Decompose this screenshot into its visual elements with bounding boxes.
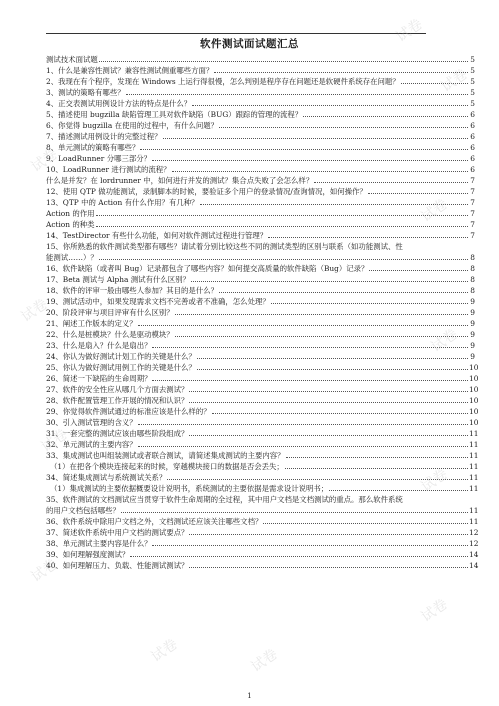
dot-leader <box>212 413 468 414</box>
toc-page-number: 8 <box>470 275 475 284</box>
toc-page-number: 6 <box>470 132 475 141</box>
dot-leader <box>175 314 468 315</box>
toc-entry-title: （1）在把各个模块连接起来的时候，穿越模块接口的数据是否会丢失； <box>50 462 284 471</box>
dot-leader <box>138 325 468 326</box>
toc-page-number: 7 <box>470 187 475 196</box>
toc-page-number: 9 <box>470 308 475 317</box>
toc-entry[interactable] <box>46 87 475 98</box>
toc-entry[interactable] <box>46 98 475 109</box>
toc-entry-title: 13、QTP 中的 Action 有什么作用？有几种？ <box>46 198 199 207</box>
toc-page-number: 8 <box>470 286 475 295</box>
toc-entry-title: 31、一套完整的测试应该由哪些阶段组成？ <box>46 429 189 438</box>
dot-leader <box>263 523 468 524</box>
toc-entry-title: 什么是并发？在 lordrunner 中，如何进行并发的测试？集合点失败了会怎么样？ <box>46 176 314 185</box>
toc-entry-title: 7、描述测试用例设计的完整过程？ <box>46 132 162 141</box>
toc-entry-title: 29、你觉得软件测试通过的标准应该是什么样的？ <box>46 407 211 416</box>
header-rule <box>46 33 426 34</box>
toc-page-number: 14 <box>469 561 479 570</box>
toc-page-number: 7 <box>470 209 475 218</box>
toc-page-number: 11 <box>469 484 479 493</box>
toc-entry-title: 27、软件的安全性应从哪几个方面去测试？ <box>46 385 189 394</box>
toc-page-number: 11 <box>469 517 479 526</box>
toc-page-number: 6 <box>470 165 475 174</box>
dot-leader <box>271 303 468 304</box>
dot-leader <box>189 391 468 392</box>
toc-entry-title: 9、LoadRunner 分哪三部分？ <box>46 154 152 163</box>
toc-entry[interactable] <box>46 230 475 241</box>
toc-page-number: 7 <box>470 176 475 185</box>
toc-entry[interactable] <box>46 549 479 560</box>
toc-page-number: 11 <box>469 462 479 471</box>
toc-entry[interactable] <box>46 164 475 175</box>
toc-page-number: 8 <box>470 264 475 273</box>
toc-page-number: 5 <box>470 77 475 86</box>
toc-page-number: 10 <box>469 363 479 372</box>
toc-page-number: 5 <box>470 88 475 97</box>
toc-entry[interactable] <box>46 109 475 120</box>
dot-leader <box>130 556 468 557</box>
dot-leader <box>200 204 468 205</box>
toc-page-number: 10 <box>469 374 479 383</box>
toc-entry[interactable] <box>46 483 479 494</box>
toc-entry[interactable] <box>46 175 475 186</box>
toc-entry[interactable] <box>46 76 475 87</box>
dot-leader <box>99 61 468 62</box>
toc-entry[interactable] <box>46 186 475 197</box>
toc-entry-title: Action 的作用 <box>46 209 95 218</box>
toc-entry[interactable] <box>46 538 479 549</box>
toc-entry-title: 1、什么是兼容性测试？兼容性测试侧重哪些方面？ <box>46 66 214 75</box>
toc-page-number: 7 <box>470 220 475 229</box>
toc-entry-title: Action 的种类 <box>46 220 95 229</box>
toc-page-number: 11 <box>469 506 479 515</box>
dot-leader <box>197 369 468 370</box>
watermark-text: 试卷 <box>18 296 51 326</box>
toc-entry[interactable] <box>46 197 475 208</box>
dot-leader <box>401 83 468 84</box>
toc-entry[interactable] <box>46 472 479 483</box>
toc-entry[interactable] <box>46 120 475 131</box>
dot-leader <box>152 380 468 381</box>
dot-leader <box>314 182 468 183</box>
toc-page-number: 14 <box>469 550 479 559</box>
toc-entry[interactable] <box>46 329 475 340</box>
toc-entry[interactable] <box>46 417 479 428</box>
toc-entry-title: 32、单元测试的主要内容？ <box>46 440 137 449</box>
toc-page-number: 10 <box>469 385 479 394</box>
dot-leader <box>191 281 468 282</box>
toc-entry-title: 22、什么是桩模块？什么是驱动模块？ <box>46 330 174 339</box>
dot-leader <box>286 457 468 458</box>
toc-page-number: 10 <box>469 396 479 405</box>
toc-entry[interactable] <box>46 340 475 351</box>
toc-entry[interactable] <box>46 516 479 527</box>
page-title: 软件测试面试题汇总 <box>200 38 299 50</box>
toc-entry-title: 16、软件缺陷（或者叫 Bug）记录都包含了哪些内容？如何提交高质量的软件缺陷（Bug）记录？ <box>46 264 369 273</box>
toc-entry[interactable] <box>46 307 475 318</box>
page-number-footer: 1 <box>247 692 252 700</box>
dot-leader <box>172 171 468 172</box>
toc-entry[interactable] <box>46 373 479 384</box>
toc-entry[interactable] <box>46 351 475 362</box>
toc-entry[interactable] <box>46 263 475 274</box>
dot-leader <box>268 237 468 238</box>
dot-leader <box>152 160 468 161</box>
toc-entry-title: 18、软件的评审一般由哪些人参加？其目的是什么？ <box>46 286 219 295</box>
toc-entry-title-continued: 能测试……）？ <box>46 253 98 262</box>
toc-entry[interactable] <box>46 285 475 296</box>
toc-entry-title: 19、测试活动中，如果发现需求文档不完善或者不准确，怎么处理？ <box>46 297 270 306</box>
watermark-text: 试卷 <box>38 426 71 456</box>
toc-entry-title: 26、简述一下缺陷的生命周期？ <box>46 374 152 383</box>
table-of-contents <box>46 54 479 571</box>
toc-entry-title: （1）集成测试的主要依据概要设计说明书，系统测试的主要依据是需求设计说明书； <box>50 484 329 493</box>
toc-page-number: 9 <box>470 297 475 306</box>
dot-leader <box>121 512 468 513</box>
toc-entry-title: 23、什么是扇入？什么是扇出？ <box>46 341 152 350</box>
toc-entry-title: 30、引入测试管理的含义？ <box>46 418 137 427</box>
dot-leader <box>189 435 468 436</box>
dot-leader <box>189 534 468 535</box>
toc-entry[interactable] <box>46 65 475 76</box>
watermark-text: 试卷 <box>418 466 451 496</box>
dot-leader <box>140 149 468 150</box>
dot-leader <box>219 127 468 128</box>
toc-entry-title: 17、Beta 测试与 Alpha 测试有什么区别？ <box>46 275 190 284</box>
toc-entry[interactable] <box>46 461 479 472</box>
dot-leader <box>192 105 468 106</box>
watermark-text: 试卷 <box>28 556 61 586</box>
dot-leader <box>303 116 468 117</box>
dot-leader <box>368 193 468 194</box>
watermark-text: 试卷 <box>418 596 451 626</box>
dot-leader <box>167 479 468 480</box>
watermark-text: 试卷 <box>428 326 461 356</box>
toc-entry-title: 37、简述软件系统中用户文档的测试要点？ <box>46 528 189 537</box>
toc-entry[interactable] <box>46 395 479 406</box>
toc-page-number: 12 <box>469 539 479 548</box>
toc-entry-title: 21、阐述工作版本的定义？ <box>46 319 137 328</box>
dot-leader <box>96 215 468 216</box>
dot-leader <box>369 270 468 271</box>
toc-entry[interactable] <box>46 494 479 516</box>
toc-entry-title: 25、你认为做好测试用例工作的关键是什么？ <box>46 363 196 372</box>
toc-entry[interactable] <box>46 439 479 450</box>
toc-page-number: 9 <box>470 330 475 339</box>
toc-page-number: 6 <box>470 121 475 130</box>
toc-page-number: 11 <box>469 440 479 449</box>
toc-page-number: 5 <box>470 55 475 64</box>
toc-entry-title: 2、我现在有个程序，发现在 Windows 上运行得很慢，怎么判别是程序存在问题还是软硬件系统存在问题？ <box>46 77 400 86</box>
dot-leader <box>329 490 468 491</box>
toc-entry-title: 6、你觉得 bugzilla 在使用的过程中，有什么问题？ <box>46 121 219 130</box>
toc-entry[interactable] <box>46 527 479 538</box>
toc-page-number: 5 <box>470 99 475 108</box>
toc-entry[interactable] <box>46 384 479 395</box>
toc-page-number: 6 <box>470 154 475 163</box>
toc-entry-title: 测试技术面试题 <box>46 55 98 64</box>
toc-entry[interactable] <box>46 450 479 461</box>
toc-page-number: 7 <box>470 231 475 240</box>
toc-entry[interactable] <box>46 274 475 285</box>
watermark-text: 试卷 <box>418 196 451 226</box>
dot-leader <box>214 72 468 73</box>
toc-entry-title: 3、测试的策略有哪些？ <box>46 88 125 97</box>
dot-leader <box>96 226 468 227</box>
toc-page-number: 9 <box>470 319 475 328</box>
toc-page-number: 6 <box>470 110 475 119</box>
toc-entry-title: 5、描述使用 bugzilla 缺陷管理工具对软件缺陷（BUG）跟踪的管理的流程？ <box>46 110 303 119</box>
dot-leader <box>163 138 468 139</box>
watermark-text: 试卷 <box>28 146 61 176</box>
dot-leader <box>285 468 468 469</box>
watermark-text: 试卷 <box>438 66 471 96</box>
dot-leader <box>152 545 468 546</box>
toc-page-number: 7 <box>470 198 475 207</box>
toc-entry[interactable] <box>46 296 475 307</box>
toc-entry-title: 24、你认为做好测试计划工作的关键是什么？ <box>46 352 196 361</box>
toc-entry-title-continued: 的用户文档包括哪些？ <box>46 506 120 515</box>
toc-entry[interactable] <box>46 560 479 571</box>
toc-page-number: 5 <box>470 66 475 75</box>
toc-entry-title: 33、集成测试也叫组装测试或者联合测试，请简述集成测试的主要内容？ <box>46 451 285 460</box>
toc-page-number: 8 <box>470 253 475 262</box>
toc-entry[interactable] <box>46 241 475 263</box>
toc-page-number: 9 <box>470 341 475 350</box>
toc-entry-title: 20、阶段评审与项目评审有什么区别？ <box>46 308 174 317</box>
dot-leader <box>152 347 468 348</box>
toc-entry-title: 39、如何理解强度测试？ <box>46 550 130 559</box>
toc-entry[interactable] <box>46 428 479 439</box>
toc-entry[interactable] <box>46 362 479 373</box>
toc-page-number: 11 <box>469 451 479 460</box>
toc-page-number: 11 <box>469 473 479 482</box>
toc-entry[interactable] <box>46 219 475 230</box>
toc-entry[interactable] <box>46 131 475 142</box>
toc-page-number: 9 <box>470 352 475 361</box>
toc-entry[interactable] <box>46 406 479 417</box>
toc-entry-title: 28、软件配置管理工作开展的情况和认识？ <box>46 396 189 405</box>
watermark-text: 试卷 <box>148 636 181 666</box>
toc-entry[interactable] <box>46 208 475 219</box>
dot-leader <box>99 259 468 260</box>
toc-entry-title: 35、软件测试的文档测试应当贯穿于软件生命周期的全过程，其中用户文档是文档测试的重点。那么软件系统 <box>46 495 403 504</box>
toc-entry[interactable] <box>46 142 475 153</box>
toc-entry-title: 38、单元测试主要内容是什么？ <box>46 539 152 548</box>
toc-entry-title: 40、如何理解压力、负载、性能测试测试？ <box>46 561 189 570</box>
dot-leader <box>126 94 468 95</box>
dot-leader <box>219 292 468 293</box>
toc-page-number: 11 <box>469 429 479 438</box>
toc-entry[interactable] <box>46 153 475 164</box>
toc-page-number: 10 <box>469 407 479 416</box>
toc-entry-title: 15、你所熟悉的软件测试类型都有哪些？请试着分别比较这些不同的测试类型的区别与联系（如功能测试、性 <box>46 242 403 251</box>
toc-entry-title: 12、使用 QTP 做功能测试，录制脚本的时候，要验证多个用户的登录情况/查询情况，如何操作？ <box>46 187 367 196</box>
toc-entry-title: 8、单元测试的策略有哪些？ <box>46 143 140 152</box>
toc-entry-title: 10、LoadRunner 进行测试的流程？ <box>46 165 171 174</box>
toc-entry-title: 14、TestDirector 有些什么功能，如何对软件测试过程进行管理？ <box>46 231 268 240</box>
toc-entry[interactable] <box>46 54 475 65</box>
dot-leader <box>138 424 468 425</box>
watermark-text: 试卷 <box>393 16 426 46</box>
dot-leader <box>189 402 468 403</box>
toc-page-number: 6 <box>470 143 475 152</box>
toc-page-number: 12 <box>469 528 479 537</box>
dot-leader <box>197 358 468 359</box>
toc-entry-title: 34、简述集成测试与系统测试关系？ <box>46 473 167 482</box>
toc-entry[interactable] <box>46 318 475 329</box>
dot-leader <box>138 446 468 447</box>
dot-leader <box>189 567 468 568</box>
dot-leader <box>175 336 468 337</box>
toc-entry-title: 4、正交表测试用例设计方法的特点是什么？ <box>46 99 192 108</box>
toc-entry-title: 36、软件系统中除用户文档之外，文档测试还应该关注哪些文档？ <box>46 517 263 526</box>
watermark-text: 试卷 <box>248 646 281 676</box>
toc-page-number: 10 <box>469 418 479 427</box>
